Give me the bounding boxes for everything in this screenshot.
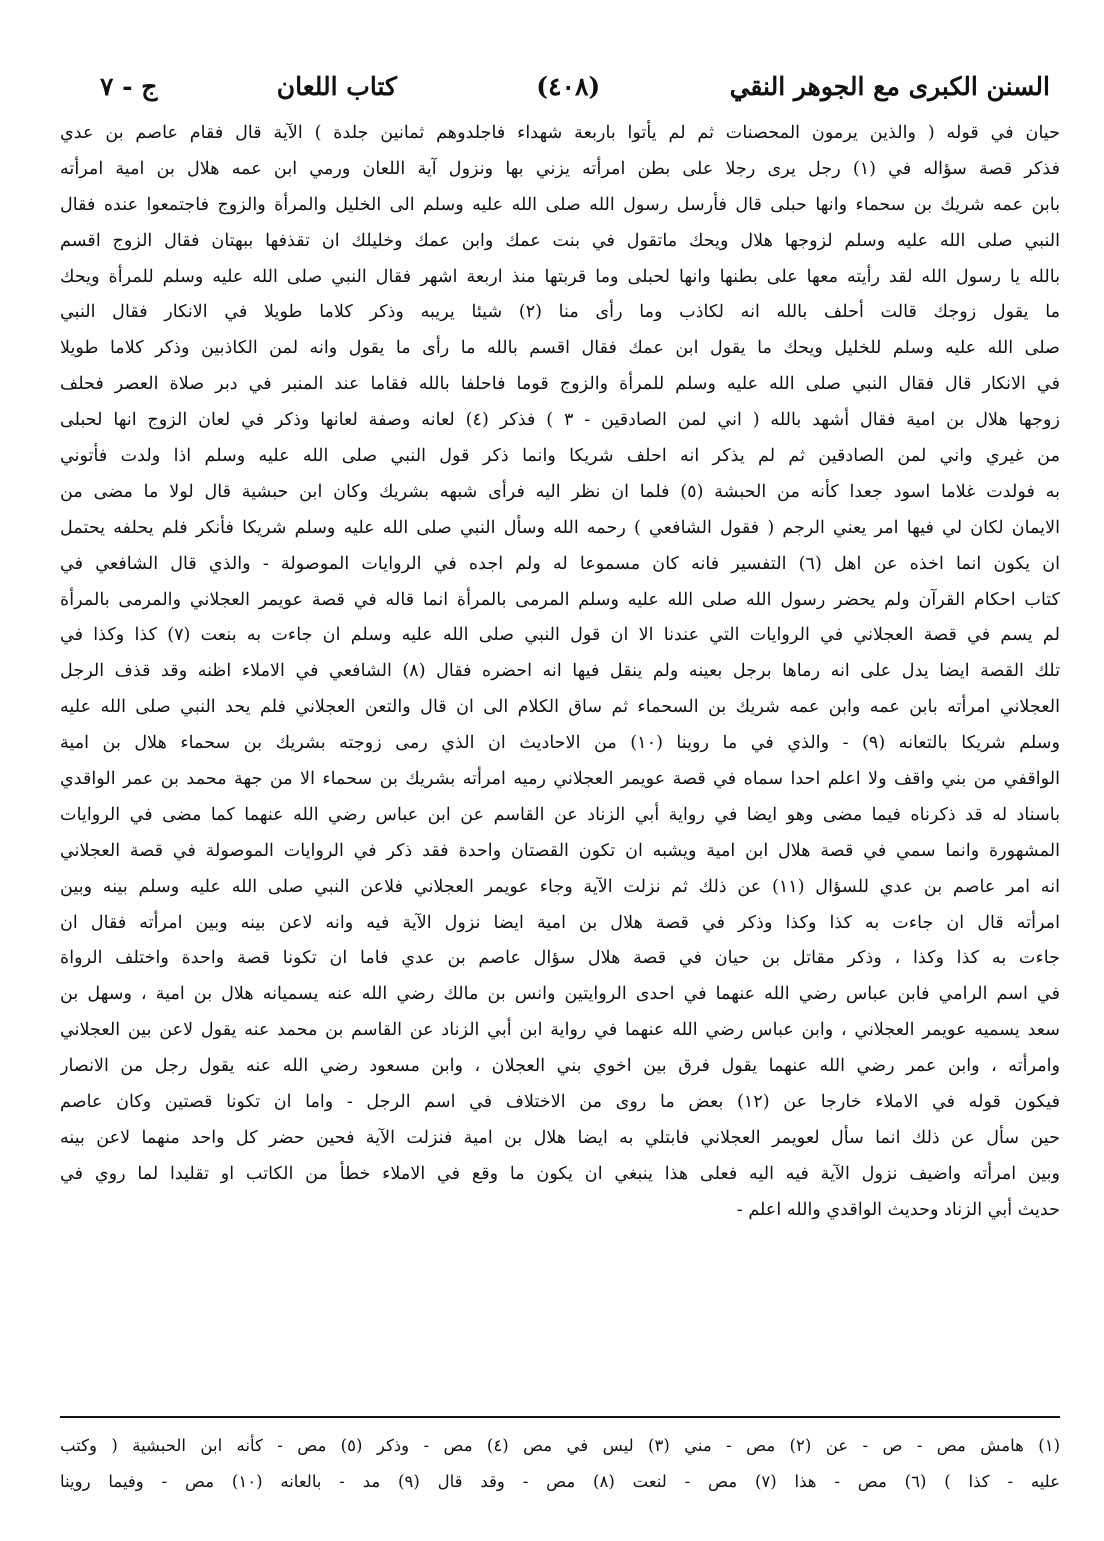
- text-line: لم يسم في قصة العجلاني في الروايات التي عندنا الا ان قول النبي صلى الله عليه وسلم ان جاءت به بنعت (٧) كذا وكذا في: [60, 625, 1060, 646]
- text-line: حين سأل عن ذلك انما سأل لعويمر العجلاني فابتلي به ايضا هلال بن امية فنزلت الآية فحين حضر كل واحد منهما لاعن بينه: [60, 1127, 1060, 1148]
- text-line: المشهورة وانما سمي في قصة هلال ابن امية ويشبه ان تكون القصتان واحدة فقد ذكر في الروايات الموصولة في قصة العجلاني: [60, 840, 1060, 861]
- footnote-line: عليه - كذا ) (٦) مص - هذا (٧) مص - لنعت (٨) مص - وقد قال (٩) مد - بالعانه (١٠) مص - وفيما روينا: [60, 1472, 1060, 1491]
- text-line: باسناد له قد ذكرناه فيما مضى وهو ايضا في رواية أبي الزناد عن القاسم عن ابن عباس رضي الله عنهما كما مضى في الروايات: [60, 804, 1060, 825]
- text-line: حديث أبي الزناد وحديث الواقدي والله اعلم -: [736, 1199, 1060, 1220]
- text-line: الواقفي من بني واقف ولا اعلم احدا سماه في قصة عويمر العجلاني رميه امرأته بشريك بن سحماء الا من جهة محمد بن عمر الواقدي: [60, 769, 1060, 790]
- text-line: وامرأته ، وابن عمر رضي الله عنهما يقول فرق بين اخوي بني العجلان ، وابن مسعود رضي الله عنه يقول رجل من الانصار: [60, 1056, 1060, 1077]
- chapter-title: كتاب اللعان: [276, 71, 397, 101]
- text-line: من غيري واني لمن الصادقين ثم لم يذكر انه احلف شريكا وانما ذكر قول النبي صلى الله عليه وسلم اذا ولدت فأتوني: [60, 446, 1060, 467]
- footnote-line: (١) هامش مص - ص - عن (٢) مص - مني (٣) ليس في مص (٤) مص - وذكر (٥) مص - كأنه ابن الحبشية ( وكتب: [60, 1436, 1060, 1455]
- text-line: سعد يسميه عويمر العجلاني ، وابن عباس رضي الله عنهما في رواية ابن أبي الزناد عن القاسم بن محمد عنه يقول لاعن بين العجلاني: [60, 1020, 1060, 1041]
- text-line: انه امر عاصم بن عدي للسؤال (١١) عن ذلك ثم نزلت الآية وجاء عويمر العجلاني فلاعن النبي صلى الله عليه وسلم بينه وبين: [60, 876, 1060, 897]
- text-line: العجلاني امرأته بابن عمه وابن عمه شريك بن السحماء ثم ساق الكلام الى ان قال والتعن العجلاني فلم يحد النبي صلى الله عليه: [60, 697, 1060, 718]
- text-line: وسلم شريكا بالتعانه (٩) - والذي في ما روينا (١٠) من الاحاديث ان الذي رمى زوجته بشريك بن سحماء هلال بن امية: [60, 733, 1060, 754]
- text-line: حيان في قوله ( والذين يرمون المحصنات ثم لم يأتوا باربعة شهداء فاجلدوهم ثمانين جلدة ) الآية قال فقام عاصم بن عدي: [60, 123, 1060, 143]
- text-line: كتاب احكام القرآن ولم يحضر رسول الله صلى الله عليه وسلم المرمى بالمرأة انما قاله في قصة عويمر العجلاني والمرمى بالمرأة: [60, 589, 1060, 610]
- text-line: النبي صلى الله عليه وسلم لزوجها هلال ويحك ماتقول في بنت عمك وابن عمك وخليلك ان تقذفها ببهتان فقال الزوج اقسم: [60, 230, 1060, 251]
- text-line: الايمان لكان لي فيها امر يعني الرجم ( فقول الشافعي ) رحمه الله وسأل النبي صلى الله عليه وسلم شريكا فأنكر فلم يحلفه يحتمل: [60, 517, 1060, 538]
- text-line: صلى الله عليه وسلم للخليل ويحك ما يقول ابن عمك فقال اقسم بالله ما رأى ما يقول وانه لمن الكاذبين وذكر كلاما طويلا: [60, 338, 1060, 359]
- text-line: ما يقول زوجك قالت أحلف بالله انه لكاذب وما رأى منا (٢) شيئا يريبه وذكر كلاما طويلا في الانكار فقال النبي: [60, 302, 1060, 323]
- footnotes: [60, 1428, 1060, 1500]
- text-line: فيكون قوله في الاملاء خارجا عن (١٢) بعض ما روى من الاختلاف في اسم الرجل - واما ان تكونا قصتين وكان عاصم: [60, 1092, 1060, 1113]
- text-line: وبين امرأته واضيف نزول الآية فيه اليه فعلى هذا ينبغي ان يكون ما وقع في الاملاء خطأ من الكاتب او تقليدا لما روي في: [60, 1163, 1060, 1184]
- text-line: في الانكار قال فقال النبي صلى الله عليه وسلم للمرأة والزوج قوما فاحلفا بالله فقاما عند المنبر في دبر صلاة العصر فحلف: [60, 374, 1060, 395]
- volume-label: ج - ٧: [100, 71, 158, 101]
- text-line: فذكر قصة سؤاله في (١) رجل يرى رجلا على بطن امرأته يزني بها ونزول آية اللعان ورمي ابن عمه هلال بن امية امرأته: [60, 158, 1060, 179]
- text-line: زوجها هلال بن امية فقال أشهد بالله ( اني لمن الصادقين - ٣ ) فذكر (٤) لعانه وصفة لعانها وذكر في لعان الزوج انها لحبلى: [60, 410, 1060, 431]
- text-line: بالله يا رسول الله لقد رأيته معها على بطنها وانها لحبلى وما قربتها منذ اربعة اشهر فقال النبي صلى الله عليه وسلم للمرأة ويحك: [60, 266, 1060, 287]
- text-line: في اسم الرامي فابن عباس رضي الله عنهما في احدى الروايتين وانس بن مالك رضي الله عنه يسميانه هلال بن امية ، وسهل بن: [60, 984, 1060, 1005]
- footnote-divider: [60, 1416, 1060, 1418]
- main-text: [60, 116, 1060, 1229]
- text-line: بابن عمه شريك بن سحماء وانها حبلى قال فأرسل رسول الله صلى الله عليه وسلم الى الخليل والمرأة والزوج فاجتمعوا عنده فقال: [60, 194, 1060, 215]
- book-page: [60, 56, 1060, 1536]
- text-line: تلك القصة ايضا يدل على انه رماها برجل بعينه ولم ينقل فيها انه احضره فقال (٨) الشافعي في الاملاء اظنه وقد قذف الرجل: [60, 661, 1060, 682]
- book-title: السنن الكبرى مع الجوهر النقي: [729, 71, 1050, 101]
- page-number: (٤٠٨): [536, 71, 601, 101]
- running-header: [60, 64, 1060, 108]
- text-line: به فولدت غلاما اسود جعدا كأنه من الحبشة (٥) فلما ان نظر اليه فرأى شبهه بشريك وكان ابن حبشية قال لولا ما مضى من: [60, 481, 1060, 502]
- text-line: امرأته قال ان جاءت به كذا وكذا وذكر في قصة هلال بن امية ايضا نزول الآية فيه وانه لاعن بينه وبين امرأته فقال ان: [60, 912, 1060, 933]
- text-line: جاءت به كذا وكذا ، وذكر مقاتل بن حيان في قصة هلال سؤال عاصم بن عدي فاما ان تكونا قصة واحدة واختلف الرواة: [60, 948, 1060, 969]
- text-line: ان يكون انما اخذه عن اهل (٦) التفسير فانه كان مسموعا له ولم اجده في الروايات الموصولة - والذي قال الشافعي في: [60, 553, 1060, 574]
